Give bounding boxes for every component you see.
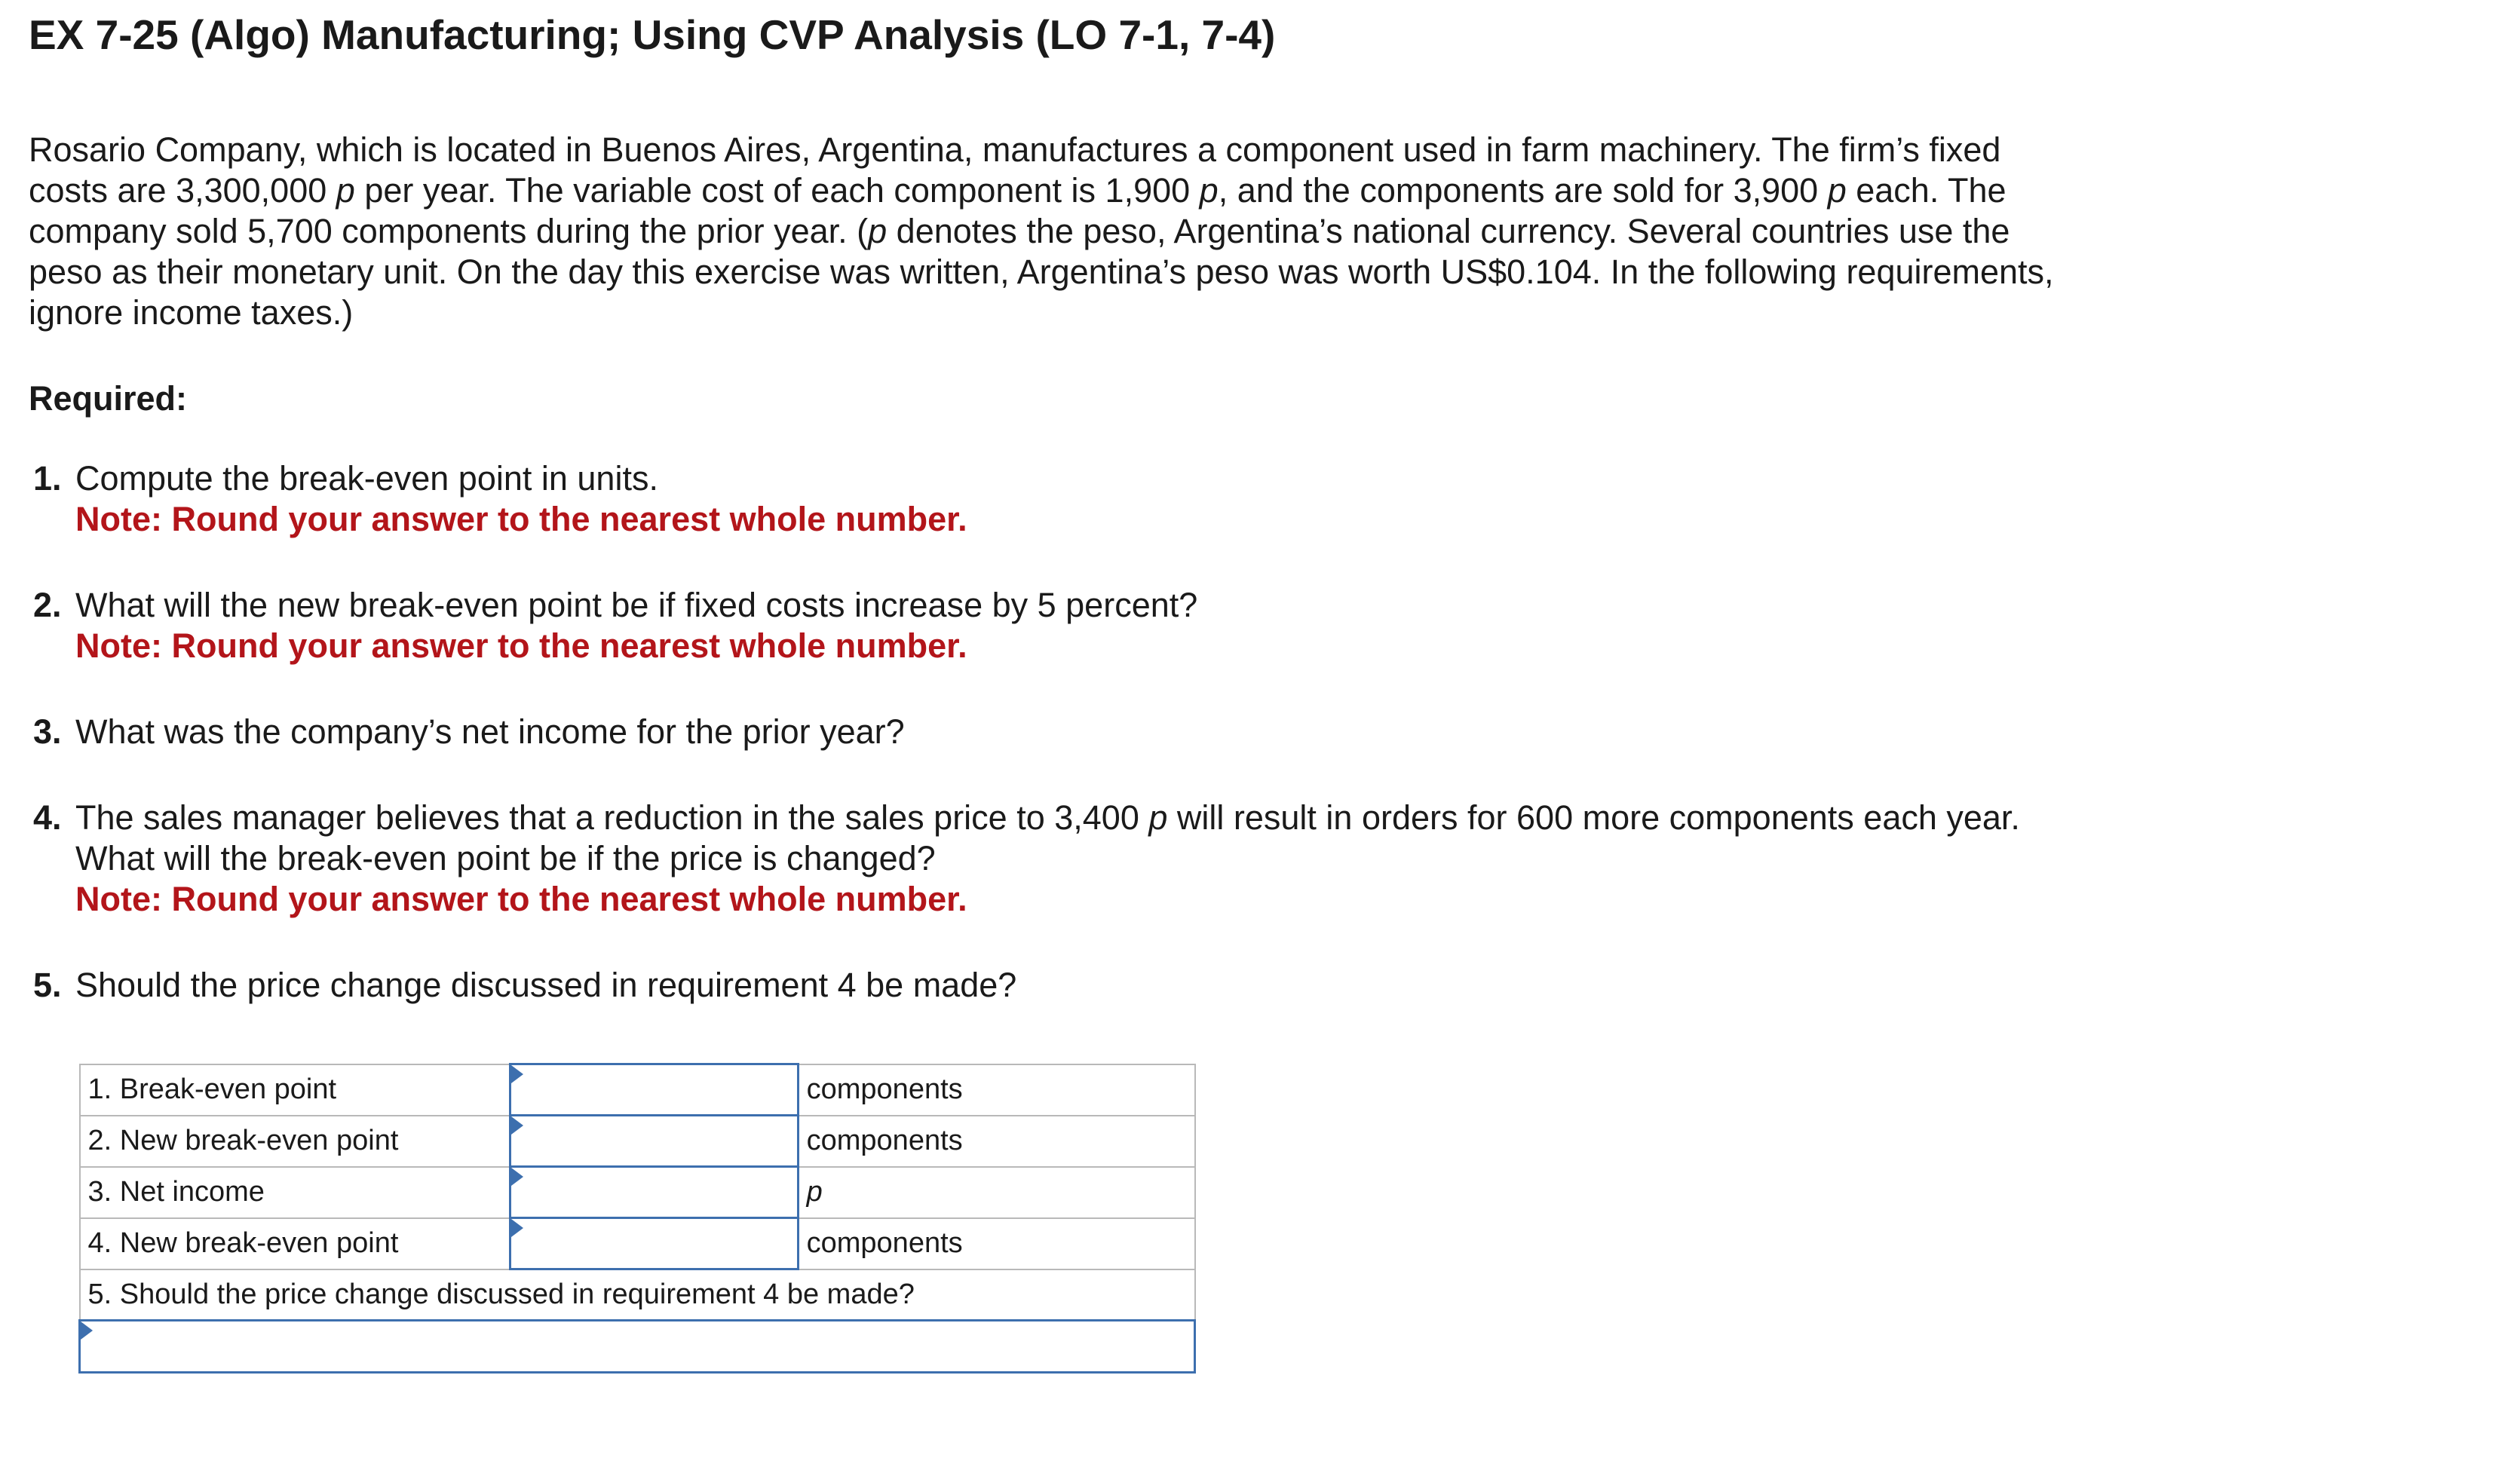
intro-text: per year. The variable cost of each component is 1,900	[354, 171, 1200, 210]
rounding-note: Note: Round your answer to the nearest whole number.	[75, 880, 967, 918]
new-break-even-price-input[interactable]	[511, 1219, 797, 1268]
requirement-3	[33, 712, 905, 752]
answer-unit: components	[798, 1218, 1194, 1269]
intro-text: each. The	[1846, 171, 2006, 210]
intro-line	[29, 252, 2200, 292]
answer-label: 3. Net income	[80, 1167, 510, 1218]
problem-description	[29, 130, 2200, 333]
answer-label: 1. Break-even point	[80, 1064, 510, 1116]
cell-flag-icon	[511, 1116, 523, 1135]
requirement-text: will result in orders for 600 more components each year.	[1167, 798, 2020, 837]
cell-flag-icon	[511, 1065, 523, 1083]
peso-symbol: p	[1148, 798, 1168, 837]
rounding-note: Note: Round your answer to the nearest whole number.	[75, 626, 967, 665]
answer-label: 5. Should the price change discussed in requirement 4 be made?	[80, 1269, 1195, 1321]
answer-row-5-label	[80, 1269, 1195, 1321]
peso-symbol: p	[336, 171, 355, 210]
answer-table	[78, 1063, 1196, 1374]
requirement-text: The sales manager believes that a reduction in the sales price to 3,400	[75, 798, 1149, 837]
requirement-text: Should the price change discussed in requirement 4 be made?	[75, 966, 1017, 1004]
peso-symbol: p	[1199, 171, 1219, 210]
answer-cell[interactable]	[510, 1116, 798, 1167]
requirement-number: 1.	[33, 459, 62, 498]
requirement-number: 5.	[33, 966, 62, 1004]
answer-cell[interactable]	[510, 1064, 798, 1116]
intro-line	[29, 170, 2200, 211]
peso-symbol: p	[868, 212, 888, 250]
intro-text: , and the components are sold for 3,900	[1218, 171, 1828, 210]
requirement-number: 3.	[33, 712, 62, 751]
requirement-number: 2.	[33, 586, 62, 624]
cell-flag-icon	[511, 1219, 523, 1237]
intro-text: costs are 3,300,000	[29, 171, 336, 210]
answer-unit: p	[798, 1167, 1194, 1218]
page-title: EX 7-25 (Algo) Manufacturing; Using CVP Analysis (LO 7-1, 7-4)	[29, 11, 1276, 58]
requirement-1	[33, 458, 967, 540]
requirement-number: 4.	[33, 798, 62, 837]
cell-flag-icon	[81, 1321, 93, 1340]
required-heading: Required:	[29, 379, 188, 418]
intro-text: company sold 5,700 components during the prior year. (	[29, 212, 869, 250]
intro-text: ignore income taxes.)	[29, 293, 354, 332]
answer-row-2	[80, 1116, 1195, 1167]
answer-row-1	[80, 1064, 1195, 1116]
answer-row-5-input	[80, 1321, 1195, 1373]
new-break-even-input[interactable]	[511, 1116, 797, 1165]
requirement-4	[33, 798, 2020, 920]
intro-text: peso as their monetary unit. On the day this exercise was written, Argentina’s peso was worth US$0.104. In the following requirements,	[29, 253, 2054, 291]
cell-flag-icon	[511, 1168, 523, 1186]
answer-label: 4. New break-even point	[80, 1218, 510, 1269]
net-income-input[interactable]	[511, 1168, 797, 1217]
price-change-decision-input[interactable]	[81, 1321, 1194, 1371]
answer-row-4	[80, 1218, 1195, 1269]
requirement-text: Compute the break-even point in units.	[75, 459, 658, 498]
rounding-note: Note: Round your answer to the nearest whole number.	[75, 500, 967, 538]
requirement-text: What will the break-even point be if the price is changed?	[75, 839, 936, 877]
break-even-input[interactable]	[511, 1065, 797, 1114]
answer-unit: components	[798, 1116, 1194, 1167]
answer-row-3	[80, 1167, 1195, 1218]
intro-line	[29, 211, 2200, 252]
requirement-5	[33, 965, 1016, 1006]
answer-cell[interactable]	[80, 1321, 1195, 1373]
answer-unit: components	[798, 1064, 1194, 1116]
answer-label: 2. New break-even point	[80, 1116, 510, 1167]
requirement-2	[33, 585, 1197, 666]
requirement-text: What was the company’s net income for the prior year?	[75, 712, 905, 751]
intro-line	[29, 292, 2200, 333]
answer-cell[interactable]	[510, 1218, 798, 1269]
intro-line	[29, 130, 2200, 170]
requirement-text: What will the new break-even point be if fixed costs increase by 5 percent?	[75, 586, 1198, 624]
peso-symbol: p	[1827, 171, 1847, 210]
intro-text: Rosario Company, which is located in Buenos Aires, Argentina, manufactures a component used in farm machinery. The firm’s fixed	[29, 130, 2001, 169]
intro-text: denotes the peso, Argentina’s national currency. Several countries use the	[887, 212, 2010, 250]
answer-cell[interactable]	[510, 1167, 798, 1218]
